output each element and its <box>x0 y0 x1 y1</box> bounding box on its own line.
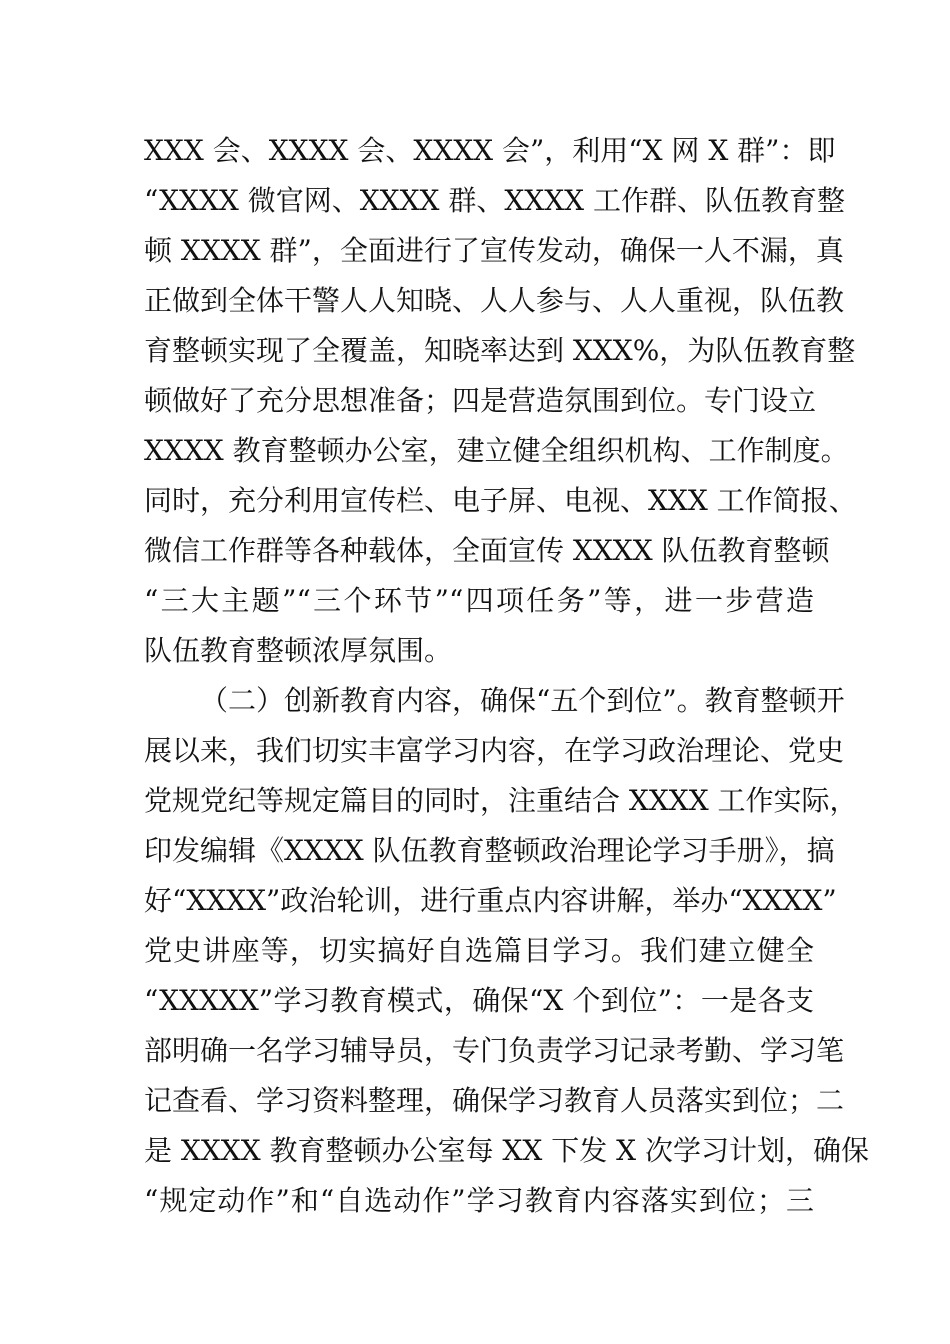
text-line: “规定动作”和“自选动作”学习教育内容落实到位；三 <box>144 1184 814 1217</box>
text-line: 展以来，我们切实丰富学习内容，在学习政治理论、党史 <box>144 734 845 767</box>
paragraph-last-line: 队伍教育整顿浓厚氛围。 <box>144 634 453 667</box>
text-line: 党规党纪等规定篇目的同时，注重结合 XXXX 工作实际， <box>144 784 858 817</box>
text-line: XXXX 教育整顿办公室，建立健全组织机构、工作制度。 <box>144 434 849 467</box>
text-line: 印发编辑《XXXX 队伍教育整顿政治理论学习手册》，搞 <box>144 834 835 867</box>
text-line: 顿 XXXX 群”，全面进行了宣传发动，确保一人不漏，真 <box>144 234 844 267</box>
text-line: 党史讲座等，切实搞好自选篇目学习。我们建立健全 <box>144 934 814 967</box>
text-line: 好“XXXX”政治轮训，进行重点内容讲解，举办“XXXX” <box>144 884 837 917</box>
text-line: 同时，充分利用宣传栏、电子屏、电视、XXX 工作简报、 <box>144 484 857 517</box>
text-line: 微信工作群等各种载体，全面宣传 XXXX 队伍教育整顿 <box>144 534 830 567</box>
text-line: “XXXX 微官网、XXXX 群、XXXX 工作群、队伍教育整 <box>144 184 845 217</box>
text-line: 顿做好了充分思想准备；四是营造氛围到位。专门设立 <box>144 384 817 417</box>
section-heading-line: （二）创新教育内容，确保“五个到位”。教育整顿开 <box>200 684 845 717</box>
text-line: 是 XXXX 教育整顿办公室每 XX 下发 X 次学习计划，确保 <box>144 1134 869 1167</box>
body-text <box>144 126 869 1226</box>
text-line: 育整顿实现了全覆盖，知晓率达到 XXX%，为队伍教育整 <box>144 334 856 367</box>
text-line: “三大主题”“三个环节”“四项任务”等，进一步营造 <box>144 584 814 617</box>
text-line: 正做到全体干警人人知晓、人人参与、人人重视，队伍教 <box>144 284 845 317</box>
text-line: XXX 会、XXXX 会、XXXX 会”，利用“X 网 X 群”：即 <box>144 134 836 167</box>
text-line: 记查看、学习资料整理，确保学习教育人员落实到位；二 <box>144 1084 845 1117</box>
text-line: “XXXXX”学习教育模式，确保“X 个到位”：一是各支 <box>144 984 814 1017</box>
text-line: 部明确一名学习辅导员，专门负责学习记录考勤、学习笔 <box>144 1034 845 1067</box>
